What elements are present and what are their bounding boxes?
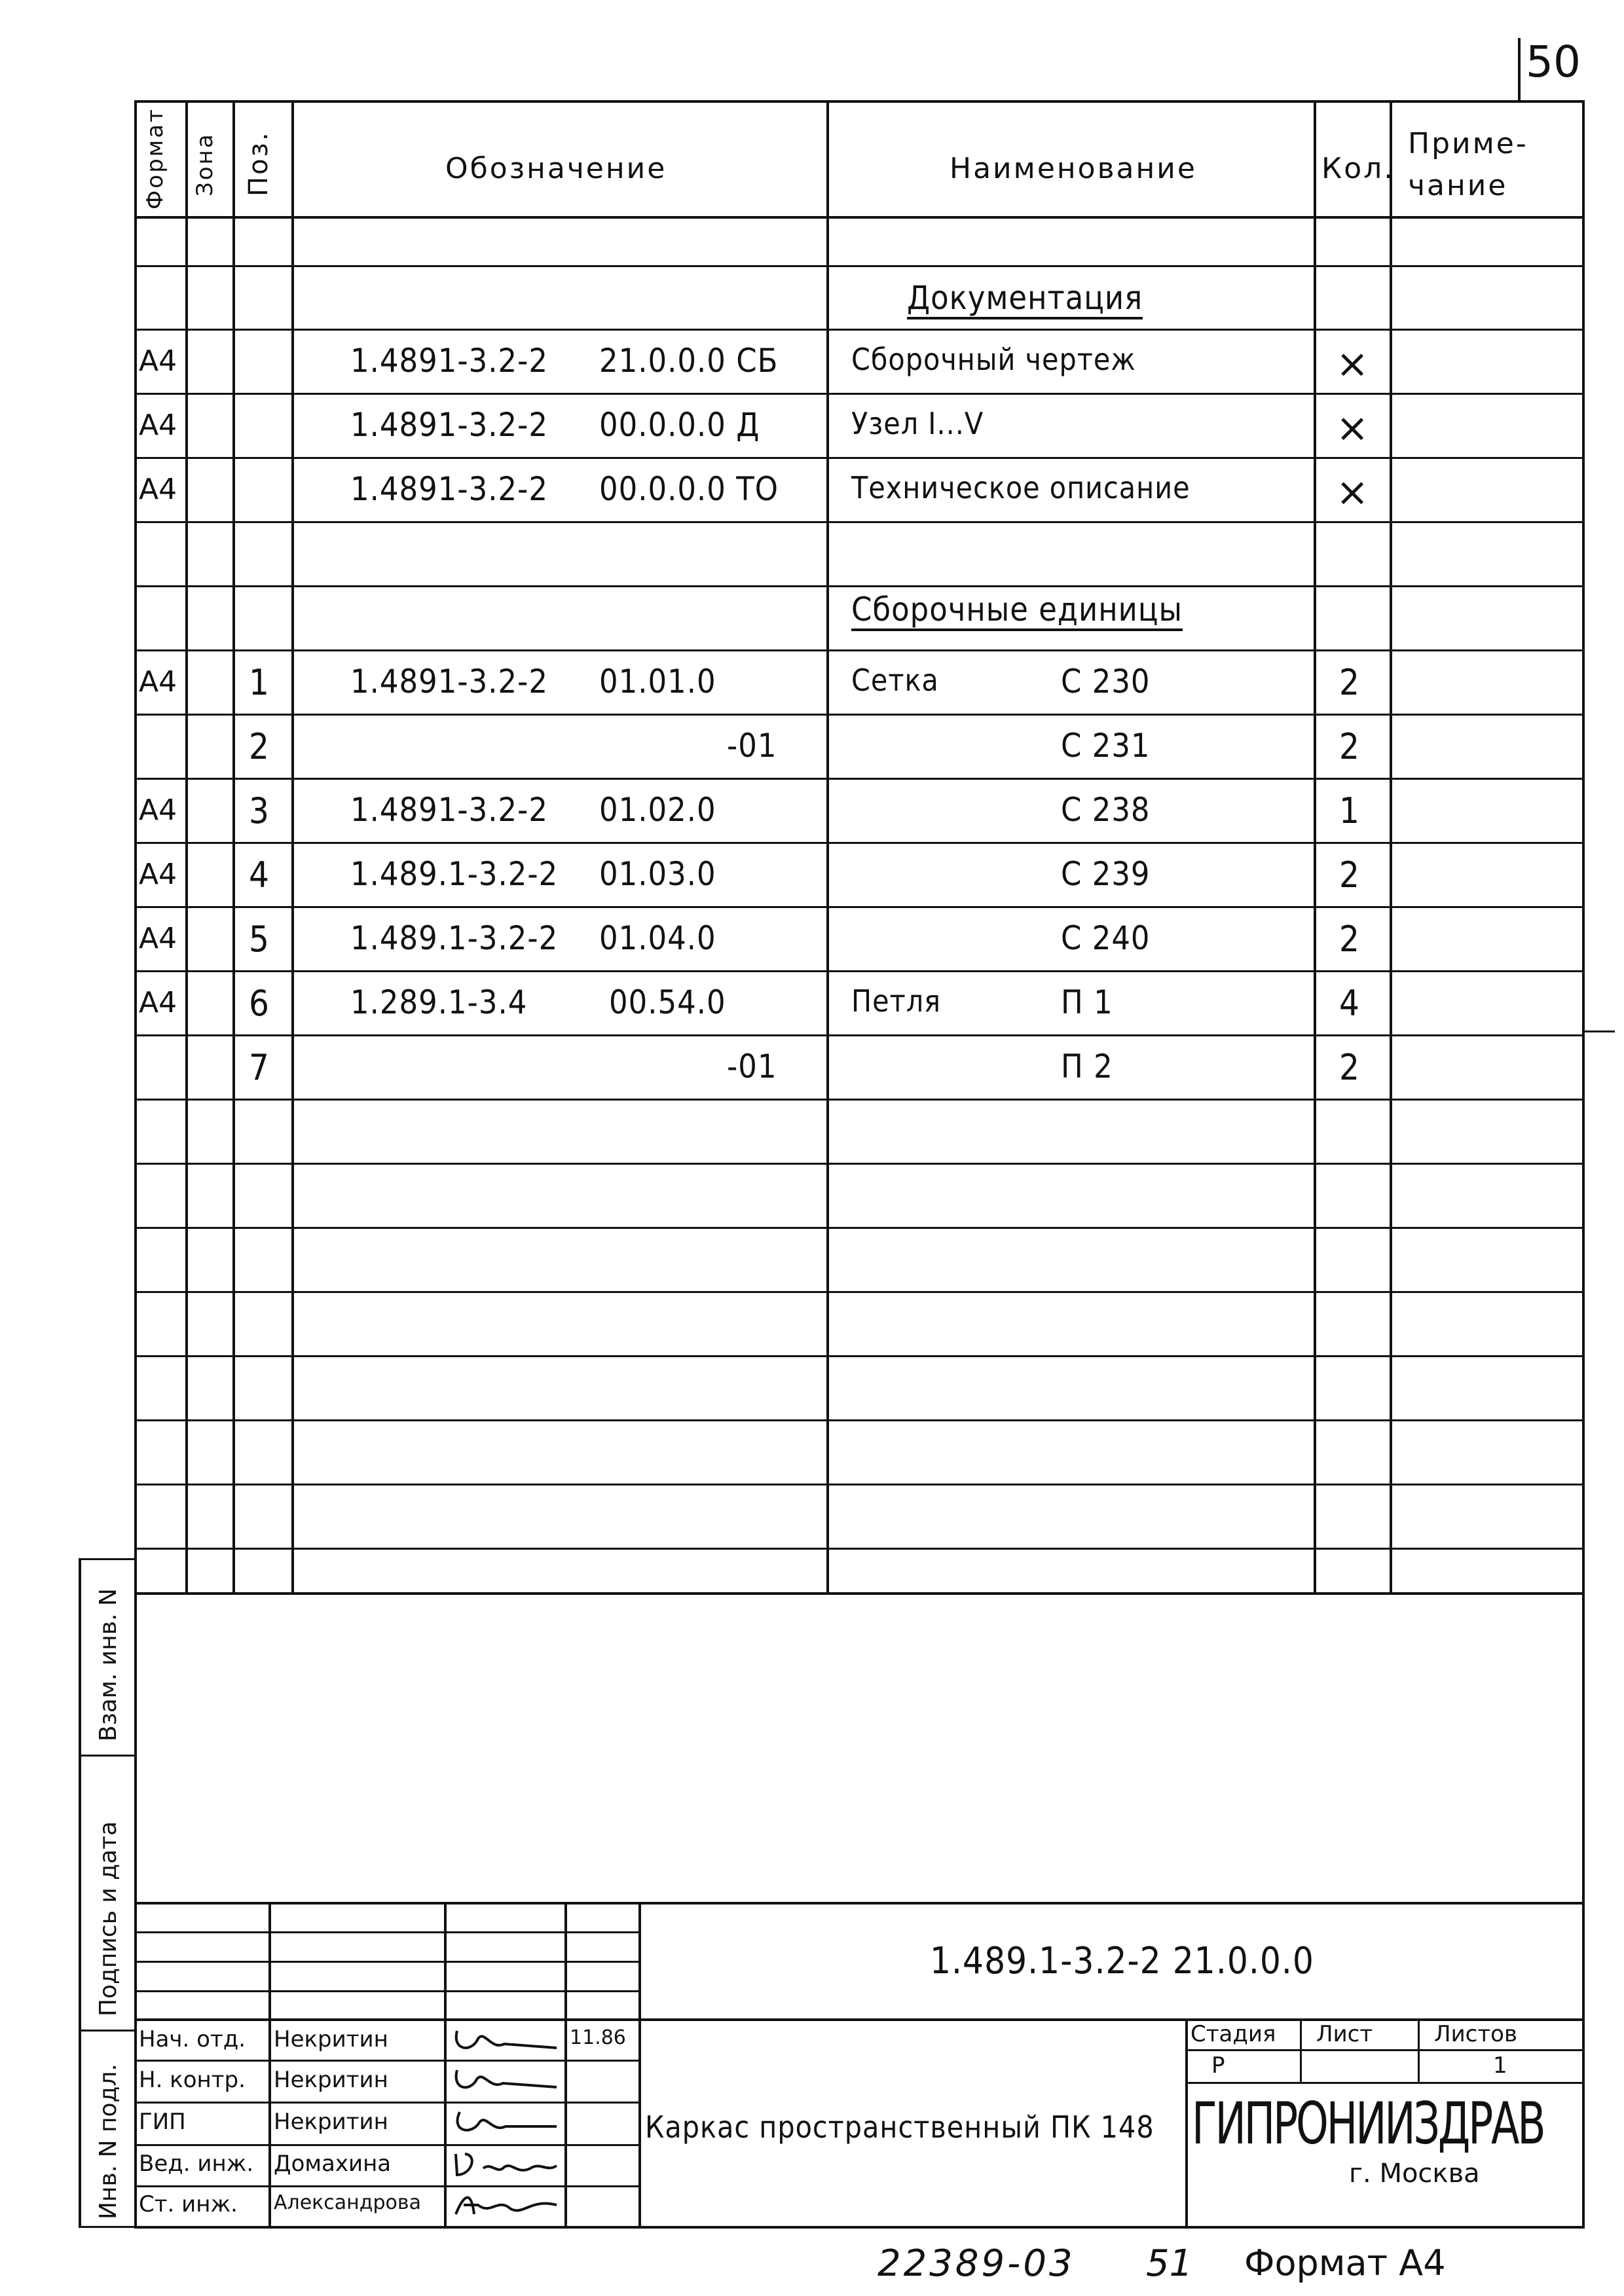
title-row (134, 1990, 638, 1992)
col-designation-name (826, 100, 829, 1593)
tb-col (638, 1902, 641, 2226)
col-qty-note (1390, 100, 1392, 1593)
sig-name: Некритин (274, 2109, 388, 2135)
header-bottom (134, 216, 1585, 219)
row-line (134, 1548, 1585, 1550)
sig-name: Александрова (274, 2191, 421, 2214)
row-line (134, 1484, 1585, 1485)
row-designation: 1.289.1-3.4 (350, 983, 528, 1021)
col-pos-designation (291, 100, 294, 1593)
row-name-code: П 1 (1061, 983, 1113, 1021)
row-pos: 3 (249, 790, 270, 831)
row-designation-suffix: 00.0.0.0 ТО (599, 470, 779, 508)
header-format: Формат (142, 107, 168, 210)
row-designation-suffix: 01.01.0 (599, 663, 716, 701)
header-qty: Кол. (1321, 152, 1395, 185)
row-pos: 6 (249, 983, 270, 1024)
row-qty: 2 (1339, 662, 1360, 703)
col-format-zone (185, 100, 188, 1593)
header-designation: Обозначение (445, 152, 667, 185)
sheet-number-divider (1518, 38, 1521, 100)
header-zone: Зона (192, 132, 218, 196)
row-designation-suffix: 21.0.0.0 СБ (599, 342, 779, 380)
row-line (134, 906, 1585, 908)
row-name: Узел I...V (851, 406, 984, 441)
edge-tick (1582, 1030, 1615, 1032)
row-name-code: С 230 (1061, 663, 1151, 701)
row-qty: 2 (1339, 726, 1360, 767)
row-format: А4 (139, 473, 177, 506)
row-pos: 1 (249, 662, 270, 703)
row-line (134, 649, 1585, 651)
sig-role: Ст. инж. (139, 2191, 238, 2217)
side-strip-div (79, 2030, 136, 2032)
spec-area-bottom (134, 1592, 1585, 1595)
header-name: Наименование (950, 152, 1197, 185)
sheets-value: 1 (1493, 2052, 1507, 2079)
sheets-label: Листов (1434, 2021, 1518, 2047)
row-qty: × (1336, 341, 1369, 387)
page-number: 51 (1146, 2242, 1193, 2285)
signature-mark (452, 2065, 560, 2096)
row-line (134, 1034, 1585, 1036)
row-qty: 1 (1339, 790, 1360, 831)
row-line (134, 778, 1585, 780)
row-format: А4 (139, 858, 177, 891)
row-name-code: С 231 (1061, 727, 1151, 765)
row-name-code: С 238 (1061, 791, 1151, 829)
row-line (134, 1291, 1585, 1293)
organization-name: ГИПРОНИИЗДРАВ (1192, 2090, 1544, 2157)
sig-row (134, 2060, 638, 2062)
row-qty: 2 (1339, 854, 1360, 896)
row-designation-suffix: 01.03.0 (599, 855, 716, 893)
side-strip-right (134, 1558, 137, 2226)
row-line (134, 329, 1585, 331)
signature-mark (452, 2024, 560, 2056)
paper-format: Формат А4 (1244, 2242, 1446, 2284)
row-line (134, 1419, 1585, 1421)
row-designation: 1.4891-3.2-2 (350, 663, 548, 701)
row-line (134, 457, 1585, 459)
frame-left (134, 100, 137, 1593)
row-name: Сборочный чертеж (851, 342, 1136, 377)
stage-block-row (1185, 2049, 1585, 2051)
frame-bottom (134, 2226, 1585, 2229)
header-pos: Поз. (244, 130, 274, 196)
row-format: А4 (139, 344, 177, 378)
row-qty: 2 (1339, 919, 1360, 960)
sig-role: Н. контр. (139, 2067, 246, 2093)
organization-city: г. Москва (1349, 2159, 1480, 2189)
row-qty: × (1336, 405, 1369, 451)
row-designation-suffix: -01 (727, 1048, 777, 1085)
side-label-sign-date: Подпись и дата (95, 1821, 122, 2016)
row-format: А4 (139, 793, 177, 827)
sig-name: Домахина (274, 2151, 392, 2177)
row-format: А4 (139, 986, 177, 1019)
row-pos: 5 (249, 919, 270, 960)
row-line (134, 970, 1585, 972)
sheet-number: 50 (1526, 37, 1581, 87)
side-label-replaces: Взам. инв. N (95, 1588, 122, 1741)
sig-name: Некритин (274, 2067, 388, 2093)
col-name-qty (1314, 100, 1316, 1593)
row-name: Сетка (851, 663, 939, 698)
sig-role: Нач. отд. (139, 2026, 246, 2052)
row-designation: 1.4891-3.2-2 (350, 406, 548, 444)
row-name-code: С 240 (1061, 919, 1151, 957)
side-strip-left (79, 1558, 81, 2226)
sig-row (134, 2102, 638, 2104)
row-line (134, 393, 1585, 395)
stage-label: Стадия (1190, 2021, 1276, 2047)
title-block-top (134, 1902, 1585, 1904)
frame-top (134, 100, 1585, 103)
row-designation: 1.4891-3.2-2 (350, 791, 548, 829)
row-name-code: П 2 (1061, 1048, 1113, 1085)
row-pos: 2 (249, 726, 270, 767)
row-designation-suffix: -01 (727, 727, 777, 765)
side-strip-bottom (79, 2226, 136, 2228)
document-title: Каркас пространственный ПК 148 (645, 2109, 1154, 2145)
row-line (134, 1099, 1585, 1101)
row-line (134, 714, 1585, 716)
row-line (134, 1355, 1585, 1357)
sig-row (134, 2144, 638, 2146)
row-designation-suffix: 01.04.0 (599, 919, 716, 957)
side-strip-top (79, 1558, 136, 1560)
row-line (134, 265, 1585, 267)
title-row (134, 1931, 638, 1933)
row-line (134, 1163, 1585, 1165)
stage-block-row (1185, 2082, 1585, 2084)
tb-col (268, 1902, 271, 2226)
title-row (134, 1961, 638, 1963)
signature-mark (452, 2107, 560, 2138)
side-label-inv-orig: Инв. N подл. (95, 2064, 122, 2219)
row-designation: 1.4891-3.2-2 (350, 342, 548, 380)
row-line (134, 521, 1585, 523)
row-qty: × (1336, 469, 1369, 515)
row-qty: 2 (1339, 1047, 1360, 1088)
section-heading-documentation: Документация (907, 282, 1143, 319)
sig-row (134, 2185, 638, 2187)
side-strip-div (79, 1755, 136, 1757)
row-pos: 4 (249, 854, 270, 896)
row-designation-suffix: 01.02.0 (599, 791, 716, 829)
stage-block-col (1300, 2018, 1302, 2084)
header-note-1: Приме- (1408, 127, 1528, 160)
row-name-code: С 239 (1061, 855, 1151, 893)
row-line (134, 842, 1585, 844)
header-note-2: чание (1408, 169, 1508, 202)
sig-role: Вед. инж. (139, 2151, 254, 2177)
row-name: Петля (851, 983, 942, 1019)
tb-col (564, 1902, 567, 2226)
sig-name: Некритин (274, 2026, 388, 2052)
document-code: 1.489.1-3.2-2 21.0.0.0 (930, 1940, 1314, 1982)
sig-role: ГИП (139, 2109, 186, 2135)
row-designation: 1.489.1-3.2-2 (350, 919, 559, 957)
row-pos: 7 (249, 1047, 270, 1088)
signature-mark (452, 2149, 560, 2180)
sheet-label: Лист (1316, 2021, 1373, 2047)
row-name: Техническое описание (851, 470, 1190, 505)
signature-mark (452, 2189, 560, 2221)
row-designation: 1.489.1-3.2-2 (350, 855, 559, 893)
archive-number: 22389-03 (877, 2242, 1075, 2285)
row-format: А4 (139, 665, 177, 699)
row-format: А4 (139, 409, 177, 442)
section-heading-assembly-units: Сборочные единицы (851, 593, 1183, 631)
row-qty: 4 (1339, 983, 1360, 1024)
tb-col (444, 1902, 447, 2226)
stage-block-col (1418, 2018, 1420, 2084)
row-designation-suffix: 00.0.0.0 Д (599, 406, 760, 444)
sig-date: 11.86 (570, 2026, 626, 2049)
col-zone-pos (232, 100, 235, 1593)
row-designation: 1.4891-3.2-2 (350, 470, 548, 508)
row-designation-suffix: 00.54.0 (609, 983, 726, 1021)
row-line (134, 585, 1585, 587)
stage-value: Р (1211, 2052, 1225, 2079)
row-format: А4 (139, 922, 177, 955)
row-line (134, 1227, 1585, 1229)
